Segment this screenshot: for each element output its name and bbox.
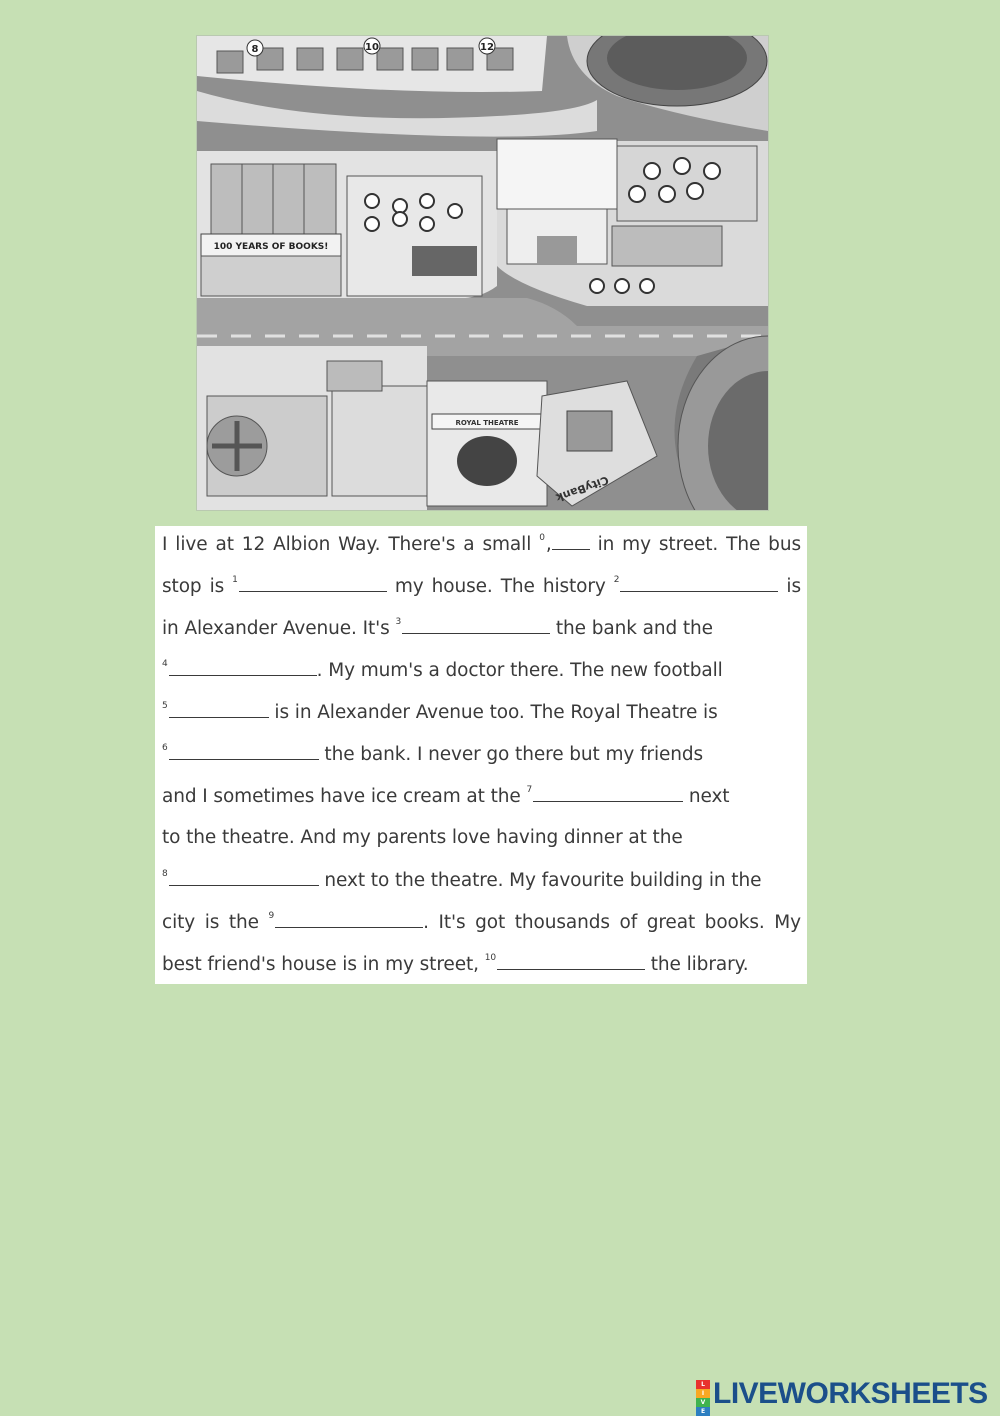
answer-blank[interactable] [275, 907, 423, 928]
gap-number: 5 [162, 701, 168, 711]
sentence-text: is in Alexander Avenue too. The Royal Theatre is [268, 702, 718, 723]
brand-mark-letter: V [696, 1398, 710, 1407]
sentence-text: the library. [644, 954, 749, 975]
sentence-text: is [778, 576, 801, 597]
gap-number: 4 [162, 659, 168, 669]
text-line [162, 781, 801, 811]
liveworksheets-mark-icon [696, 1380, 710, 1415]
text-line [162, 571, 801, 601]
liveworksheets-wordmark: LIVEWORKSHEETS [713, 1377, 988, 1410]
sentence-text: in my street. The bus [589, 534, 801, 555]
gap-number: 9 [268, 911, 275, 921]
house-number-8: 8 [251, 44, 259, 55]
brand-mark-letter: L [696, 1380, 710, 1389]
sentence-text: in Alexander Avenue. It's [162, 618, 396, 639]
text-line [162, 823, 801, 853]
gap-number: 1 [232, 575, 238, 585]
text-line [162, 739, 801, 769]
gap-number: 10 [484, 953, 496, 963]
sentence-text: next [683, 786, 730, 807]
answer-blank[interactable] [533, 781, 683, 802]
brand-mark-letter: E [696, 1407, 710, 1416]
library-sign: 100 YEARS OF BOOKS! [213, 242, 329, 252]
sentence-text: , [545, 534, 552, 555]
answer-blank[interactable] [620, 571, 778, 592]
gap-number: 6 [162, 743, 168, 753]
answer-blank[interactable] [169, 697, 269, 718]
answer-blank[interactable] [402, 613, 550, 634]
text-line [162, 949, 801, 979]
sentence-text: the bank and the [550, 618, 713, 639]
answer-blank[interactable] [497, 949, 645, 970]
answer-blank[interactable] [169, 655, 317, 676]
museum-building [497, 139, 617, 209]
theatre-sign: ROYAL THEATRE [455, 419, 519, 427]
sentence-text: the bank. I never go there but my friends [318, 744, 704, 765]
sentence-text: to the theatre. And my parents love having dinner at the [162, 827, 683, 848]
city-map-illustration [196, 35, 769, 511]
text-line [162, 655, 801, 685]
sentence-text: next to the theatre. My favourite building in the [318, 870, 762, 891]
text-line [162, 697, 801, 727]
gap-number: 3 [395, 617, 402, 627]
sentence-text: and I sometimes have ice cream at the [162, 786, 527, 807]
gap-number: 8 [162, 869, 168, 879]
sentence-text: . My mum's a doctor there. The new football [316, 660, 723, 681]
bank-sign: CityBank [554, 473, 611, 505]
house-number-10: 10 [365, 42, 379, 53]
text-line [162, 865, 801, 895]
gap-number: 2 [613, 575, 620, 585]
answer-blank[interactable] [169, 865, 319, 886]
sentence-text: my house. The history [386, 576, 614, 597]
brand-mark-letter: I [696, 1389, 710, 1398]
text-line [162, 613, 801, 643]
sentence-text: city is the [162, 912, 269, 933]
gap-number: 7 [526, 785, 533, 795]
house-number-12: 12 [480, 42, 494, 53]
answer-blank[interactable] [169, 739, 319, 760]
sentence-text: . It's got thousands of great books. My [423, 912, 801, 933]
sentence-text: I live at 12 Albion Way. There's a small [162, 534, 540, 555]
answer-blank[interactable] [239, 571, 387, 592]
answer-blank[interactable] [552, 529, 590, 550]
liveworksheets-logo [696, 1377, 988, 1415]
sentence-text: best friend's house is in my street, [162, 954, 485, 975]
text-line [162, 907, 801, 937]
sentence-text: stop is [162, 576, 233, 597]
text-line [162, 529, 801, 559]
gap-fill-text [155, 526, 807, 984]
gap-number: 0 [539, 533, 545, 543]
